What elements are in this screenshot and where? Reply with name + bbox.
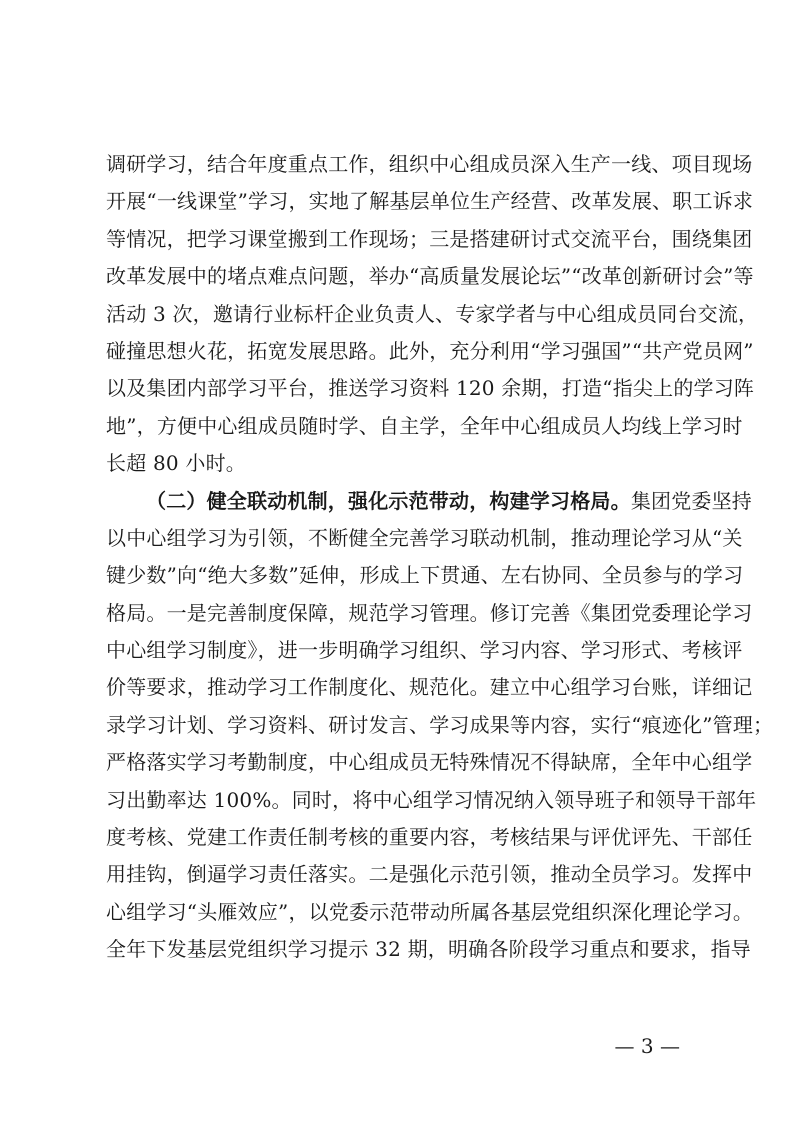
paragraph-line: 以及集团内部学习平台，推送学习资料 120 余期，打造“指尖上的学习阵	[106, 376, 755, 401]
paragraph-line: 严格落实学习考勤制度，中心组成员无特殊情况不得缺席，全年中心组学	[106, 750, 753, 775]
paragraph-line: 等情况，把学习课堂搬到工作现场；三是搭建研讨式交流平台，围绕集团	[106, 226, 753, 251]
paragraph-line: 活动 3 次，邀请行业标杆企业负责人、专家学者与中心组成员同台交流，	[106, 301, 759, 326]
paragraph-line: 中心组学习制度》，进一步明确学习组织、学习内容、学习形式、考核评	[106, 638, 743, 663]
paragraph-line: 录学习计划、学习资料、研讨发言、学习成果等内容，实行“痕迹化”管理；	[106, 712, 774, 737]
paragraph-line: 格局。一是完善制度保障，规范学习管理。修订完善《集团党委理论学习	[106, 600, 753, 625]
paragraph-line: 以中心组学习为引领，不断健全完善学习联动机制，推动理论学习从“关	[106, 525, 743, 550]
paragraph-line: 调研学习，结合年度重点工作，组织中心组成员深入生产一线、项目现场	[106, 152, 753, 176]
page-number: — 3 —	[614, 1034, 680, 1058]
section-heading: （二）健全联动机制，强化示范带动，构建学习格局。	[146, 488, 631, 513]
heading-line-text: 集团党委坚持	[630, 488, 753, 513]
paragraph-line: 长超 80 小时。	[106, 451, 246, 476]
paragraph-line: 碰撞思想火花，拓宽发展思路。此外，充分利用“学习强国”“共产党员网”	[106, 338, 754, 363]
paragraph-line: 度考核、党建工作责任制考核的重要内容，考核结果与评优评先、干部任	[106, 825, 753, 850]
section-heading-line	[106, 483, 753, 520]
paragraph-line: 地”，方便中心组成员随时学、自主学，全年中心组成员人均线上学习时	[106, 413, 743, 438]
paragraph-line: 全年下发基层党组织学习提示 32 期，明确各阶段学习重点和要求，指导	[106, 937, 751, 962]
body-text	[106, 146, 774, 969]
paragraph-line: 用挂钩，倒逼学习责任落实。二是强化示范引领，推动全员学习。发挥中	[106, 862, 753, 887]
paragraph-line: 习出勤率达 100%。同时，将中心组学习情况纳入领导班子和领导干部年	[106, 787, 757, 812]
paragraph-line: 改革发展中的堵点难点问题，举办“高质量发展论坛”“改革创新研讨会”等	[106, 264, 754, 289]
paragraph-line: 开展“一线课堂”学习，实地了解基层单位生产经营、改革发展、职工诉求	[106, 189, 754, 214]
paragraph-line: 心组学习“头雁效应”，以党委示范带动所属各基层党组织深化理论学习。	[106, 899, 754, 924]
paragraph-line: 键少数”向“绝大多数”延伸，形成上下贯通、左右协同、全员参与的学习	[106, 563, 744, 588]
paragraph-line: 价等要求，推动学习工作制度化、规范化。建立中心组学习台账，详细记	[106, 675, 753, 700]
